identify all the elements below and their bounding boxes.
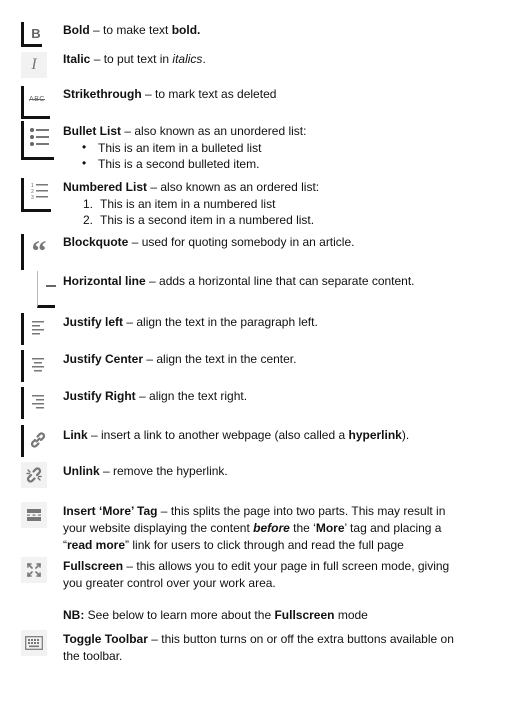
bullet-list-description: Bullet List – also known as an unordered list: bbox=[63, 124, 307, 138]
numbered-list-example bbox=[80, 196, 314, 228]
bold-icon: B bbox=[31, 25, 41, 41]
strikethrough-icon: ABC bbox=[29, 95, 45, 103]
svg-text:3: 3 bbox=[31, 195, 34, 201]
svg-text:2: 2 bbox=[31, 189, 34, 195]
justify-right-icon bbox=[28, 391, 48, 411]
justify-center-icon bbox=[28, 354, 48, 374]
link-description: Link – insert a link to another webpage (also called a hyperlink). bbox=[63, 428, 410, 442]
icon-frame bbox=[21, 313, 24, 345]
icon-frame bbox=[21, 387, 24, 419]
toolbar-toggle-icon bbox=[21, 630, 47, 656]
more-tag-icon bbox=[21, 502, 47, 528]
toggle-toolbar-description: Toggle Toolbar – this button turns on or off the extra buttons available on the toolbar. bbox=[63, 632, 454, 663]
list-item: 1. This is an item in a numbered list bbox=[83, 197, 276, 211]
bullet-list-icon bbox=[26, 124, 52, 150]
justify-right-description: Justify Right – align the text right. bbox=[63, 389, 248, 403]
icon-frame bbox=[21, 350, 24, 382]
icon-frame bbox=[21, 234, 24, 270]
justify-left-icon bbox=[28, 317, 48, 337]
link-icon bbox=[26, 428, 50, 452]
italic-icon: I bbox=[31, 56, 37, 73]
numbered-list-description: Numbered List – also known as an ordered list: bbox=[63, 180, 320, 194]
icon-frame bbox=[21, 425, 24, 457]
bullet-list-example bbox=[78, 140, 261, 172]
justify-center-description: Justify Center – align the text in the center. bbox=[63, 352, 297, 366]
horizontal-line-icon bbox=[44, 279, 58, 293]
more-tag-description: Insert ‘More’ Tag – this splits the page into two parts. This may result in your website displaying the content before the ‘More’ tag and placing a “read more” link for users to click through and read the full page bbox=[63, 504, 446, 552]
strikethrough-description: Strikethrough – to mark text as deleted bbox=[63, 87, 277, 101]
nb-text: NB: See below to learn more about the Fullscreen mode bbox=[63, 608, 368, 622]
horizontal-line-description: Horizontal line – adds a horizontal line that can separate content. bbox=[63, 274, 415, 288]
italic-description: Italic – to put text in italics. bbox=[63, 52, 206, 66]
list-item: • This is an item in a bulleted list bbox=[78, 140, 261, 156]
numbered-list-icon bbox=[27, 179, 51, 203]
svg-text:1: 1 bbox=[31, 183, 34, 189]
list-item: 2. This is a second item in a numbered list. bbox=[83, 213, 315, 227]
list-item: • This is a second bulleted item. bbox=[78, 156, 261, 172]
unlink-description: Unlink – remove the hyperlink. bbox=[63, 464, 228, 478]
unlink-icon bbox=[21, 462, 47, 488]
fullscreen-description: Fullscreen – this allows you to edit your page in full screen mode, giving you greater control over your work area. bbox=[63, 559, 450, 590]
justify-left-description: Justify left – align the text in the paragraph left. bbox=[63, 315, 318, 329]
blockquote-description: Blockquote – used for quoting somebody in an article. bbox=[63, 235, 355, 249]
bold-description: Bold – to make text bold. bbox=[63, 23, 201, 37]
fullscreen-icon bbox=[21, 557, 47, 583]
blockquote-icon: “ bbox=[31, 235, 47, 268]
